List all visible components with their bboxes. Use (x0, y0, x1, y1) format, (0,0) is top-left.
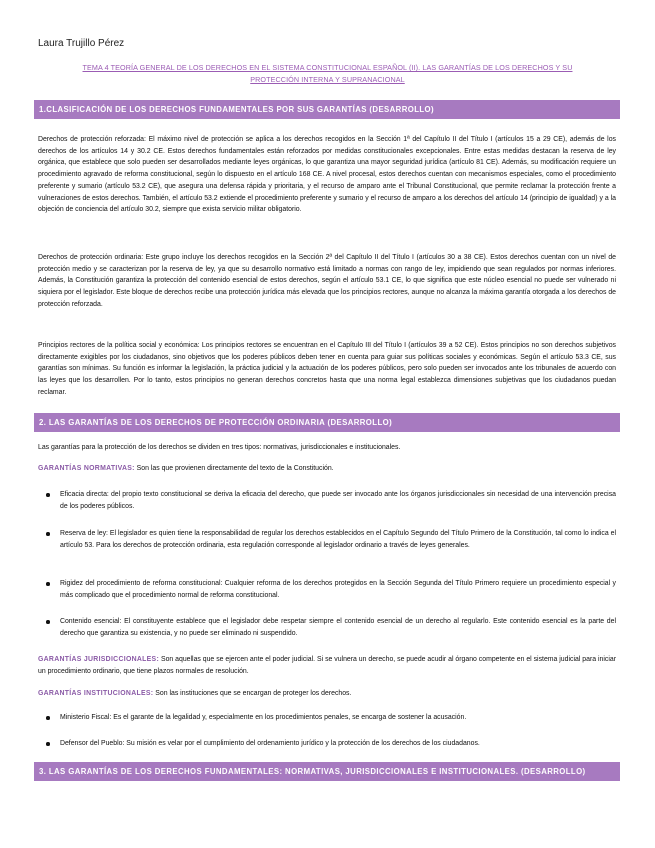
bullet-icon (46, 620, 50, 624)
list-item-text: Contenido esencial: El constituyente establece que el legislador debe respetar siempre el contenido esencial de un derecho al regularlo. Este contenido esencial es la parte del derecho que garantiza su existencia, y no puede ser eliminado ni suspendido. (60, 618, 616, 637)
list-item-text: Eficacia directa: del propio texto constitucional se deriva la eficacia del derecho, que puede ser invocado ante los órganos jurisdiccionales sin necesidad de una intervención precisa de los poderes públicos. (60, 491, 616, 510)
list-item-text: Ministerio Fiscal: Es el garante de la legalidad y, especialmente en los procedimientos penales, se encarga de sostener la acusación. (60, 714, 467, 721)
garantias-institucionales-text: Son las instituciones que se encargan de proteger los derechos. (153, 690, 352, 697)
garantias-jurisdiccionales-text: Son aquellas que se ejercen ante el poder judicial. Si se vulnera un derecho, se puede acudir al órgano competente en el sistema judicial para iniciar un procedimiento ordinario, que tiene plazos normales de resolución. (38, 656, 616, 675)
section2-intro: Las garantías para la protección de los derechos se dividen en tres tipos: normativas, jurisdiccionales e institucionales. (38, 444, 401, 451)
garantias-jurisdiccionales-paragraph (38, 654, 616, 677)
garantias-normativas-line (38, 463, 616, 475)
garantias-institucionales-label: GARANTÍAS INSTITUCIONALES: (38, 690, 154, 697)
list-item-text: Rigidez del procedimiento de reforma constitucional: Cualquier reforma de los derechos protegidos en la Sección Segunda del Título Primero requiere un procedimiento especial y más complicado que el procedimiento normal de reforma constitucional. (60, 580, 616, 599)
section2-heading: 2. LAS GARANTÍAS DE LOS DERECHOS DE PROTECCIÓN ORDINARIA (DESARROLLO) (34, 413, 620, 432)
bullet-icon (46, 582, 50, 586)
bullet-icon (46, 716, 50, 720)
garantias-normativas-label: GARANTÍAS NORMATIVAS: (38, 465, 135, 472)
section1-paragraph-reforzada: Derechos de protección reforzada: El máximo nivel de protección se aplica a los derechos recogidos en la Sección 1ª del Capítulo II del Título I (artículos 15 a 29 CE), además de los derechos de los artículos 14 y 30.2 CE. Estos derechos fundamentales están reforzados por medidas constitucionales excepcionales. Entre estas medidas destacan la reserva de ley orgánica, que establece que solo pueden ser desarrollados mediante leyes orgánicas, lo que garantiza una mayor seguridad jurídica (artículo 81 CE). Además, su modificación requiere un procedimiento agravado de reforma constitucional, según lo dispuesto en el artículo 168 CE. A nivel procesal, estos derechos cuentan con mecanismos especiales, como el procedimiento preferente y sumario (artículo 53.2 CE), que asegura una defensa rápida y prioritaria, y el recurso de amparo ante el Tribunal Constitucional, que permite reclamar la protección frente a vulneraciones de estos derechos. También, el artículo 53.2 extiende el procedimiento preferente y sumario y el recurso de amparo a los derechos del artículo 14 (principio de igualdad) y a la objeción de conciencia del artículo 30.2, siempre que exista servicio militar obligatorio. (38, 136, 616, 214)
garantias-institucionales-line (38, 688, 616, 700)
list-item-text: Defensor del Pueblo: Su misión es velar por el cumplimiento del ordenamiento jurídico y la protección de los derechos de los ciudadanos. (60, 740, 480, 747)
section1-paragraph-principios: Principios rectores de la política social y económica: Los principios rectores se encuentran en el Capítulo III del Título I (artículos 39 a 52 CE). Estos principios no son derechos subjetivos directamente exigibles por los ciudadanos, sino objetivos que los poderes públicos deben tener en cuenta para guiar sus políticas sociales y económicas. Según el artículo 53.3 CE, sus garantías son mínimas. Su función es informar la legislación, la práctica judicial y la actuación de los poderes públicos, pero solo pueden ser invocados ante los tribunales de acuerdo con las leyes que los desarrollen. Por lo tanto, estos principios no generan derechos concretos hasta que una norma legal establezca dimensiones subjetivas que los ciudadanos puedan reclamar. (38, 342, 616, 396)
bullet-icon (46, 493, 50, 497)
author-name: Laura Trujillo Pérez (38, 38, 125, 49)
list-item (60, 578, 616, 601)
garantias-normativas-text: Son las que provienen directamente del texto de la Constitución. (134, 465, 334, 472)
bullet-icon (46, 742, 50, 746)
list-item (60, 489, 616, 512)
list-item (60, 616, 616, 639)
section1-paragraph-ordinaria: Derechos de protección ordinaria: Este grupo incluye los derechos recogidos en la Sección 2ª del Capítulo II del Título I (artículos 30 a 38 CE). Estos derechos cuentan con un nivel de protección medio y se caracterizan por la reserva de ley, ya que su desarrollo normativo está limitado a normas con rango de ley, impidiendo que sean regulados por normas inferiores. Además, la Constitución garantiza la protección del contenido esencial de estos derechos, según el artículo 53.1 CE, lo que significa que este núcleo esencial no puede ser vulnerado ni siquiera por el legislador. Este bloque de derechos recibe una protección jurídica más elevada que los principios rectores, aunque no alcanza la máxima garantía otorgada a los derechos de protección reforzada. (38, 254, 616, 308)
list-item (60, 738, 616, 750)
garantias-jurisdiccionales-label: GARANTÍAS JURISDICCIONALES: (38, 656, 160, 663)
section1-heading: 1.CLASIFICACIÓN DE LOS DERECHOS FUNDAMENTALES POR SUS GARANTÍAS (DESARROLLO) (34, 100, 620, 119)
list-item (60, 528, 616, 551)
page-title: TEMA 4 TEORÍA GENERAL DE LOS DERECHOS EN EL SISTEMA CONSTITUCIONAL ESPAÑOL (II). LAS GARANTÍAS DE LOS DERECHOS Y SU PROTECCIÓN INTERNA Y SUPRANACIONAL (82, 63, 573, 84)
bullet-icon (46, 532, 50, 536)
list-item (60, 712, 616, 724)
section3-heading: 3. LAS GARANTÍAS DE LOS DERECHOS FUNDAMENTALES: NORMATIVAS, JURISDICCIONALES E INSTITUCIONALES. (DESARROLLO) (34, 762, 620, 781)
list-item-text: Reserva de ley: El legislador es quien tiene la responsabilidad de regular los derechos establecidos en el Capítulo Segundo del Título Primero de la Constitución, tal como lo indica el artículo 53. Para los derechos de protección ordinaria, esta regulación corresponde al legislador ordinario a través de leyes generales. (60, 530, 616, 549)
